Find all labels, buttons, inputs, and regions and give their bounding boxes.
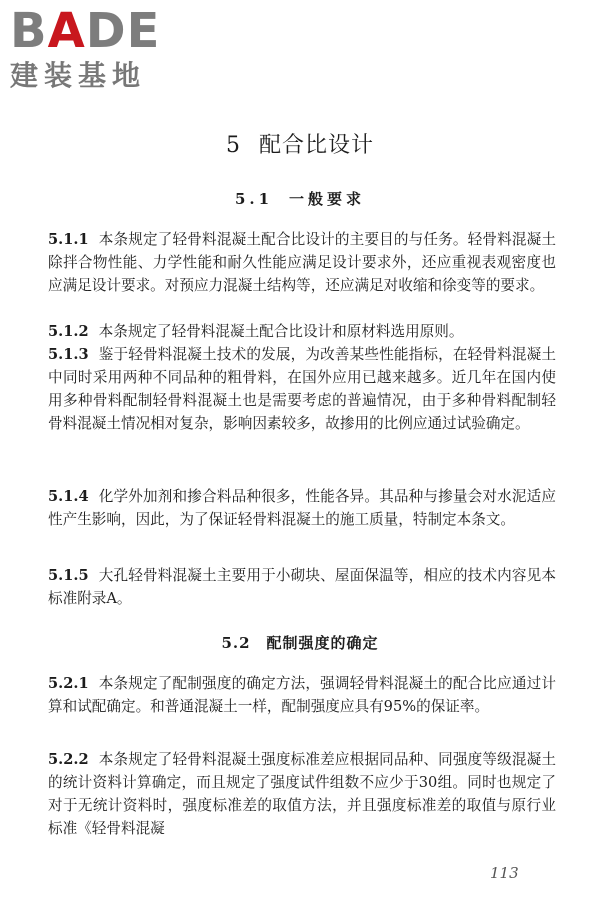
clause-text: 化学外加剂和掺合料品种很多，性能各异。其品种与掺量会对水泥适应性产生影响，因此，为了保证轻骨料混凝土的施工质量，特制定本条文。 — [48, 488, 556, 528]
chapter-title: 配合比设计 — [258, 133, 374, 158]
clause-number: 5.1.4 — [48, 488, 89, 505]
clause-5-1-5 — [48, 564, 556, 610]
clause-number: 5.1.1 — [48, 231, 89, 248]
clause-text: 本条规定了配制强度的确定方法，强调轻骨料混凝土的配合比应通过计算和试配确定。和普通混凝土一样，配制强度应具有95%的保证率。 — [48, 675, 556, 715]
page-number: 113 — [490, 864, 519, 882]
clause-text: 本条规定了轻骨料混凝土配合比设计的主要目的与任务。轻骨料混凝土除拌合物性能、力学性能和耐久性能应满足设计要求外，还应重视表观密度也应满足设计要求。对预应力混凝土结构等，还应满足对收缩和徐变等的要求。 — [48, 231, 556, 294]
section-heading-5-2 — [0, 632, 600, 653]
clause-text: 大孔轻骨料混凝土主要用于小砌块、屋面保温等，相应的技术内容见本标准附录A。 — [48, 567, 556, 607]
clause-number: 5.2.1 — [48, 675, 89, 692]
clause-5-1-2 — [48, 320, 556, 343]
section-number: 5.2 — [221, 634, 251, 652]
clause-5-2-1 — [48, 672, 556, 718]
clause-text: 本条规定了轻骨料混凝土配合比设计和原材料选用原则。 — [98, 323, 464, 340]
clause-5-2-2 — [48, 748, 556, 840]
logo-letters-de: DE — [85, 3, 161, 59]
clause-number: 5.1.2 — [48, 323, 89, 340]
logo — [10, 3, 180, 94]
section-title: 配制强度的确定 — [266, 634, 379, 652]
clause-5-1-1 — [48, 228, 556, 297]
clause-number: 5.1.3 — [48, 346, 89, 363]
clause-5-1-3 — [48, 343, 556, 435]
clause-number: 5.2.2 — [48, 751, 89, 768]
chapter-heading — [0, 128, 600, 159]
clause-number: 5.1.5 — [48, 567, 89, 584]
logo-letter-b: B — [10, 3, 48, 59]
logo-wordmark — [10, 3, 180, 59]
clause-5-1-4 — [48, 485, 556, 531]
chapter-number: 5 — [225, 133, 241, 158]
logo-chinese-text: 建装基地 — [10, 59, 147, 92]
section-title: 一般要求 — [289, 190, 366, 208]
clause-text: 本条规定了轻骨料混凝土强度标准差应根据同品种、同强度等级混凝土的统计资料计算确定，而且规定了强度试件组数不应少于30组。同时也规定了对于无统计资料时，强度标准差的取值方法，并且强度标准差的取值与原行业标准《轻骨料混凝 — [48, 751, 556, 837]
section-heading-5-1 — [0, 188, 600, 209]
logo-letter-a: A — [47, 3, 86, 59]
clause-text: 鉴于轻骨料混凝土技术的发展，为改善某些性能指标，在轻骨料混凝土中同时采用两种不同品种的粗骨料，在国外应用已越来越多。近几年在国内使用多种骨料配制轻骨料混凝土也是需要考虑的普遍情况，由于多种骨料配制轻骨料混凝土情况相对复杂，影响因素较多，故掺用的比例应通过试验确定。 — [48, 346, 556, 432]
section-number: 5.1 — [234, 190, 274, 208]
